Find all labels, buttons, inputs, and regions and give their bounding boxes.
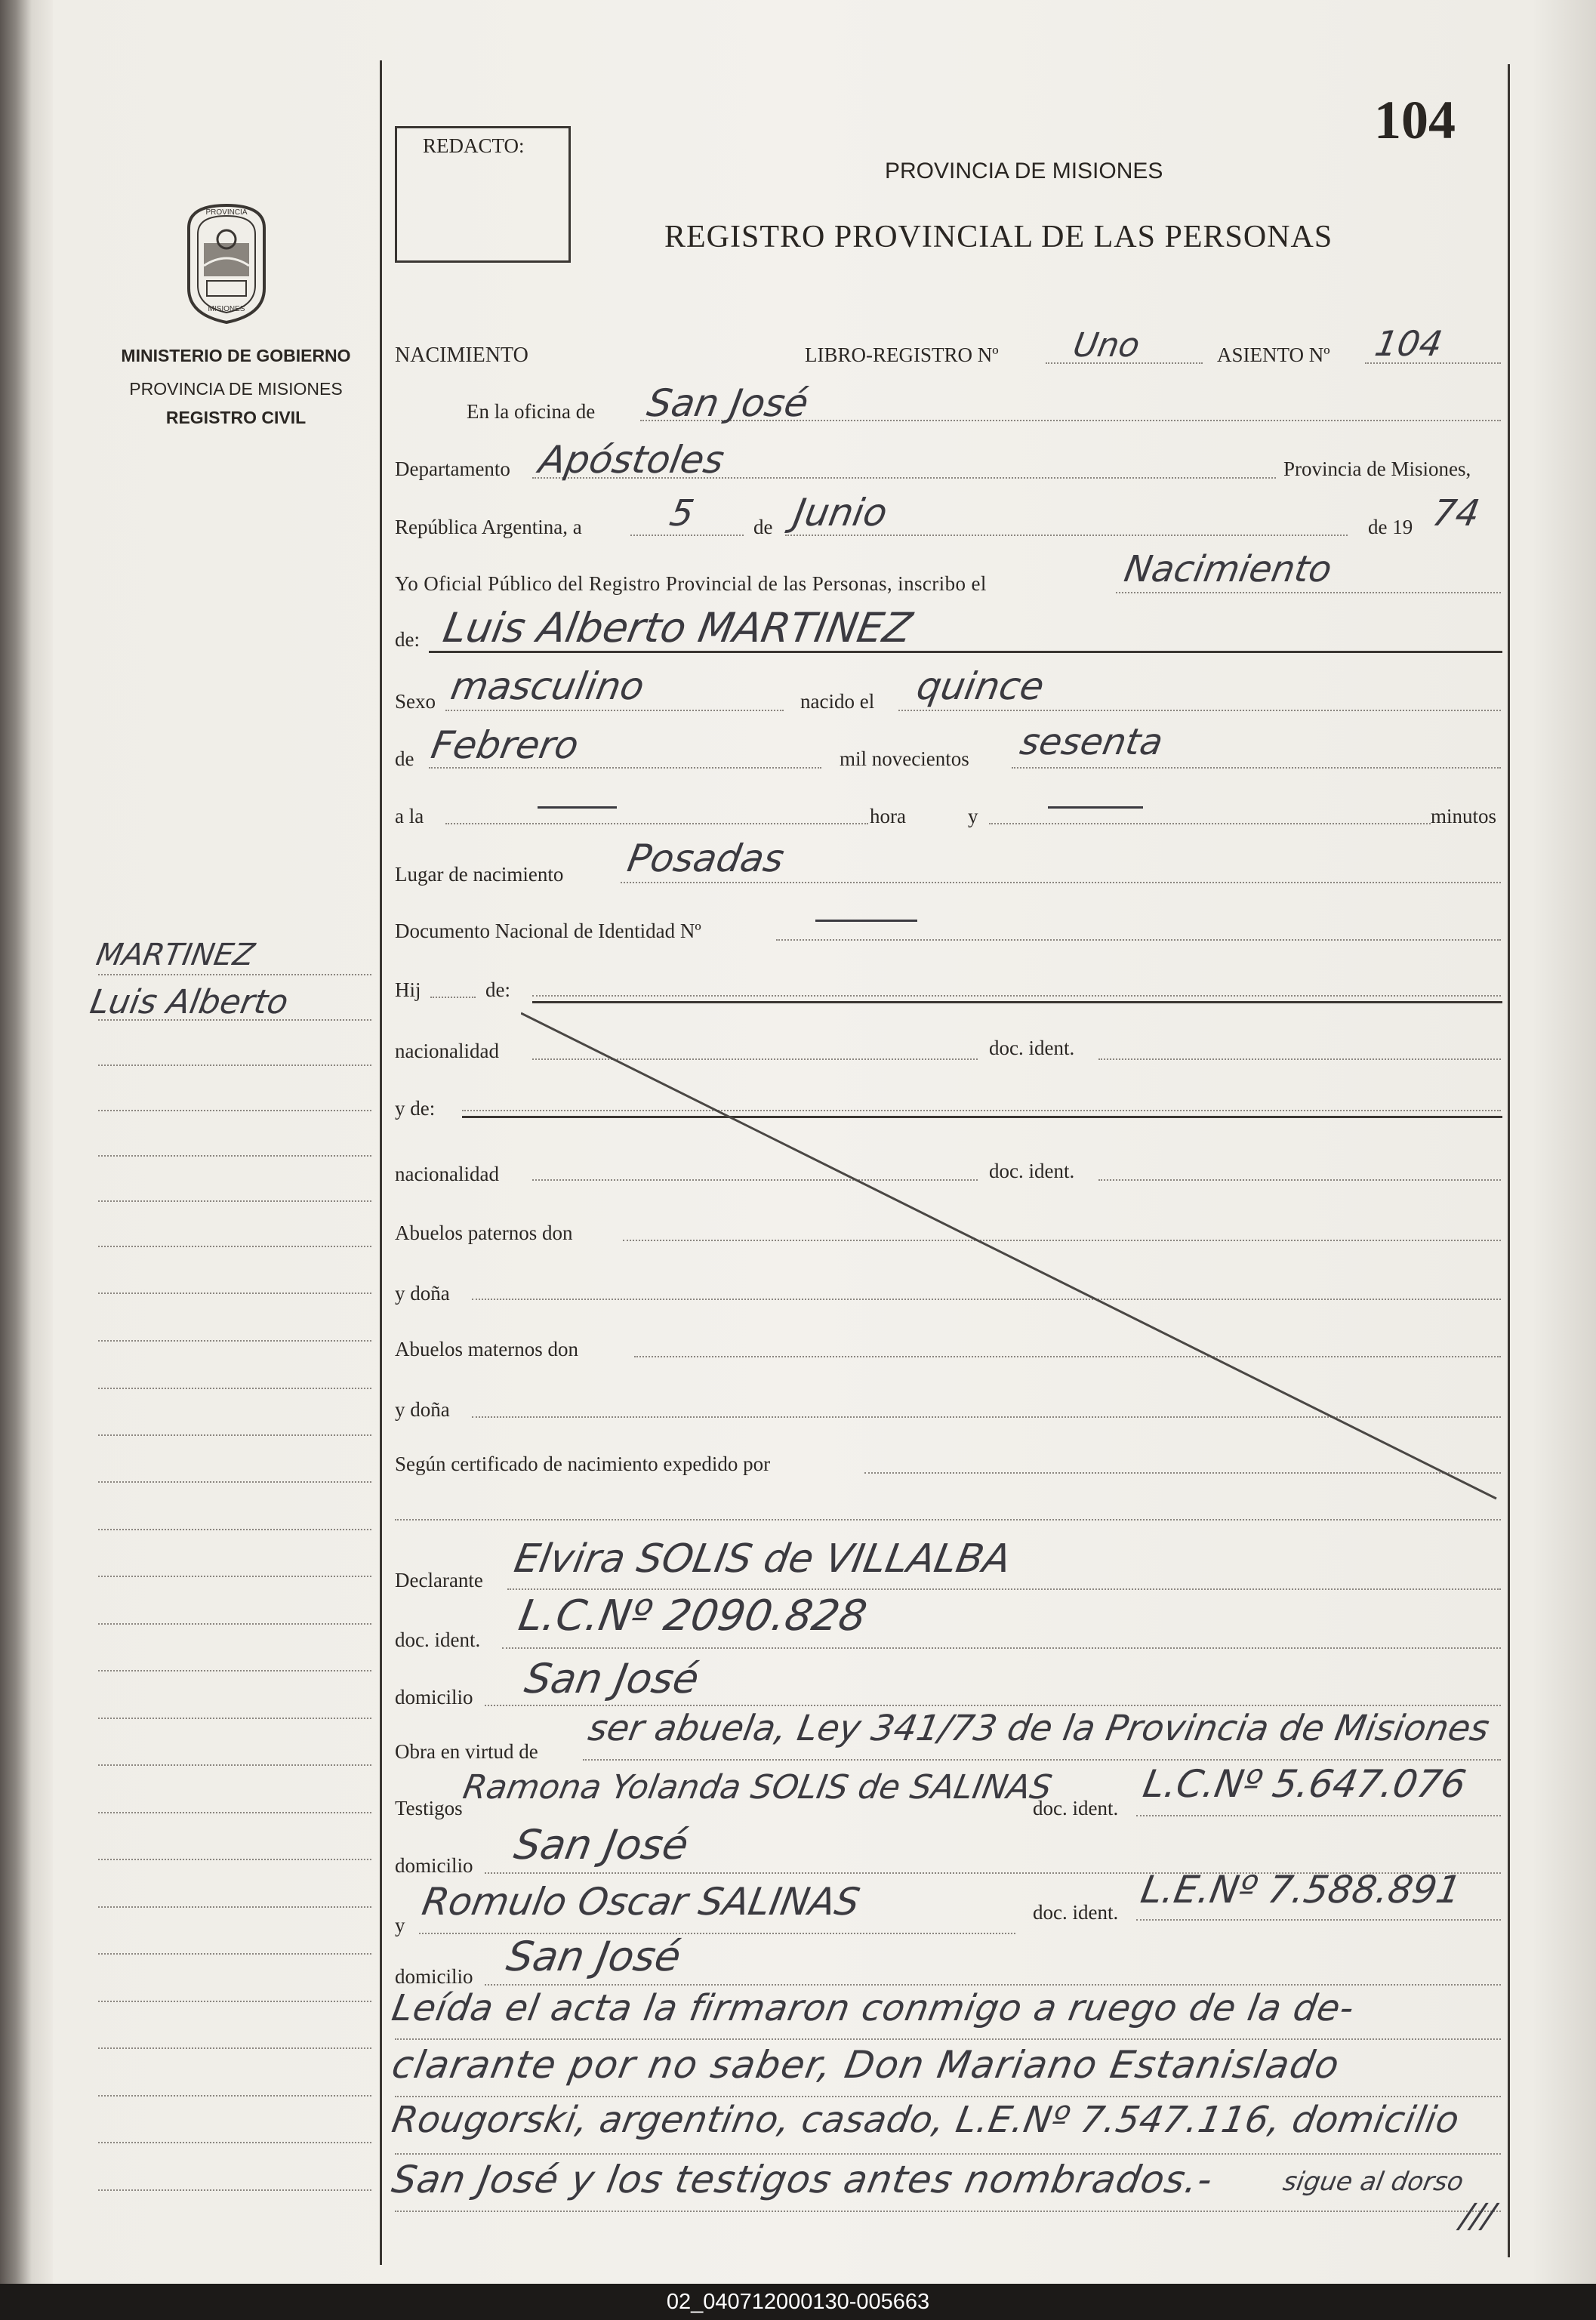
nacionalidad-label-2: nacionalidad	[395, 1163, 499, 1185]
de2-label: de:	[395, 628, 420, 651]
docident-label-4: doc. ident.	[1033, 1797, 1119, 1819]
abuelos-pat-label: Abuelos paternos don	[395, 1222, 573, 1244]
de-label: de	[753, 516, 773, 538]
docident-label-5: doc. ident.	[1033, 1901, 1119, 1924]
dni-dash	[815, 920, 917, 922]
departamento-value: Apóstoles	[535, 438, 728, 482]
asiento-label: ASIENTO Nº	[1217, 344, 1330, 366]
testigo2-doc: L.E.Nº 7.588.891	[1137, 1868, 1465, 1912]
footer-id: 02_040712000130-005663	[0, 2284, 1596, 2320]
hora-dash	[538, 806, 617, 809]
y2-label: y	[395, 1914, 405, 1936]
page-title: REGISTRO PROVINCIAL DE LAS PERSONAS	[664, 220, 1333, 254]
lugar-label: Lugar de nacimiento	[395, 863, 564, 886]
redacto-box	[395, 126, 571, 263]
yo-label: Yo Oficial Público del Registro Provincial de las Personas, inscribo el	[395, 572, 987, 595]
testigo2-value: Romulo Oscar SALINAS	[418, 1880, 864, 1924]
anio-value: 74	[1429, 492, 1484, 535]
mes-nac-value: Febrero	[427, 723, 582, 767]
margin-surname: MARTINEZ	[93, 938, 257, 972]
lugar-value: Posadas	[624, 836, 787, 880]
margin-given-name: Luis Alberto	[87, 983, 291, 1021]
dni-label: Documento Nacional de Identidad Nº	[395, 920, 701, 942]
hora-label: hora	[870, 805, 906, 827]
yo-value: Nacimiento	[1121, 548, 1336, 590]
testigo2-dom: San José	[503, 1933, 685, 1980]
docident-label-2: doc. ident.	[989, 1160, 1075, 1182]
mes-value: Junio	[790, 491, 891, 535]
dia-value: 5	[667, 492, 698, 535]
left-rule	[380, 60, 382, 2265]
closing-line-1: Leída el acta la firmaron conmigo a ruego de la de-	[389, 1987, 1358, 2029]
docident-label-3: doc. ident.	[395, 1628, 481, 1651]
minutos-label: minutos	[1431, 805, 1497, 827]
testigo1-dom: San José	[510, 1821, 692, 1869]
closing-line-3: Rougorski, argentino, casado, L.E.Nº 7.547.116, domicilio	[389, 2099, 1463, 2141]
asiento-value: 104	[1372, 323, 1446, 364]
province-heading: PROVINCIA DE MISIONES	[885, 159, 1163, 183]
sexo-label: Sexo	[395, 690, 436, 713]
docident-label-1: doc. ident.	[989, 1037, 1075, 1059]
redacto-label: REDACTO:	[423, 134, 525, 157]
nombre-value: Luis Alberto MARTINEZ	[439, 604, 916, 652]
ministry-label: MINISTERIO DE GOBIERNO	[121, 346, 351, 365]
libro-value: Uno	[1070, 326, 1143, 365]
oficina-label: En la oficina de	[467, 400, 596, 423]
departamento-label: Departamento	[395, 458, 510, 480]
seal-bottom-text: MISIONES	[208, 305, 245, 313]
minutos-dash	[1048, 806, 1143, 809]
declarante-doc: L.C.Nº 2090.828	[515, 1591, 870, 1641]
testigo1-doc: L.C.Nº 5.647.076	[1139, 1762, 1470, 1806]
republica-label: República Argentina, a	[395, 516, 582, 538]
closing-line-2: clarante por no saber, Don Mariano Estanislado	[388, 2043, 1344, 2087]
oficina-value: San José	[643, 381, 812, 425]
declarante-label: Declarante	[395, 1569, 483, 1591]
strike-through-line	[521, 1012, 1517, 1510]
binding-edge	[0, 0, 53, 2284]
closing-line-4: San José y los testigos antes nombrados.-	[388, 2158, 1217, 2201]
segun-label: Según certificado de nacimiento expedido por	[395, 1453, 771, 1475]
y-label: y	[968, 805, 978, 827]
testigos-label: Testigos	[395, 1797, 463, 1819]
testigo1-value: Ramona Yolanda SOLIS de SALINAS	[460, 1768, 1055, 1807]
domicilio-label-1: domicilio	[395, 1686, 473, 1708]
libro-label: LIBRO-REGISTRO Nº	[805, 344, 999, 366]
milnov-label: mil novecientos	[840, 747, 969, 770]
type-label: NACIMIENTO	[395, 344, 528, 367]
abuelos-mat-label: Abuelos maternos don	[395, 1338, 578, 1360]
sexo-value: masculino	[447, 664, 648, 708]
page-number: 104	[1374, 90, 1456, 150]
hij-de-label: de:	[485, 978, 510, 1001]
domicilio-label-2: domicilio	[395, 1854, 473, 1877]
hij-label: Hij	[395, 978, 421, 1001]
province-label: PROVINCIA DE MISIONES	[129, 379, 343, 399]
ydona-label-2: y doña	[395, 1398, 450, 1421]
nacido-value: quince	[913, 664, 1048, 708]
ala-label: a la	[395, 805, 424, 827]
provincia-suffix: Provincia de Misiones,	[1283, 458, 1471, 480]
anio-nac-value: sesenta	[1017, 721, 1166, 763]
ydona-label-1: y doña	[395, 1282, 450, 1305]
misiones-seal-icon	[174, 198, 279, 326]
domicilio-label-3: domicilio	[395, 1965, 473, 1988]
declarante-value: Elvira SOLIS de VILLALBA	[510, 1536, 1015, 1582]
registry-label: REGISTRO CIVIL	[165, 408, 307, 427]
anio-prefix: de 19	[1368, 516, 1413, 538]
obra-label: Obra en virtud de	[395, 1740, 538, 1763]
declarante-dom: San José	[521, 1655, 703, 1702]
de3-label: de	[395, 747, 414, 770]
seal-top-text: PROVINCIA	[205, 208, 248, 217]
yde-label: y de:	[395, 1097, 436, 1120]
closing-line-4b: sigue al dorso	[1280, 2167, 1466, 2197]
nacido-label: nacido el	[800, 690, 875, 713]
closing-mark: ///	[1457, 2197, 1498, 2235]
nacionalidad-label-1: nacionalidad	[395, 1040, 499, 1062]
obra-value: ser abuela, Ley 341/73 de la Provincia de Misiones	[585, 1708, 1493, 1749]
